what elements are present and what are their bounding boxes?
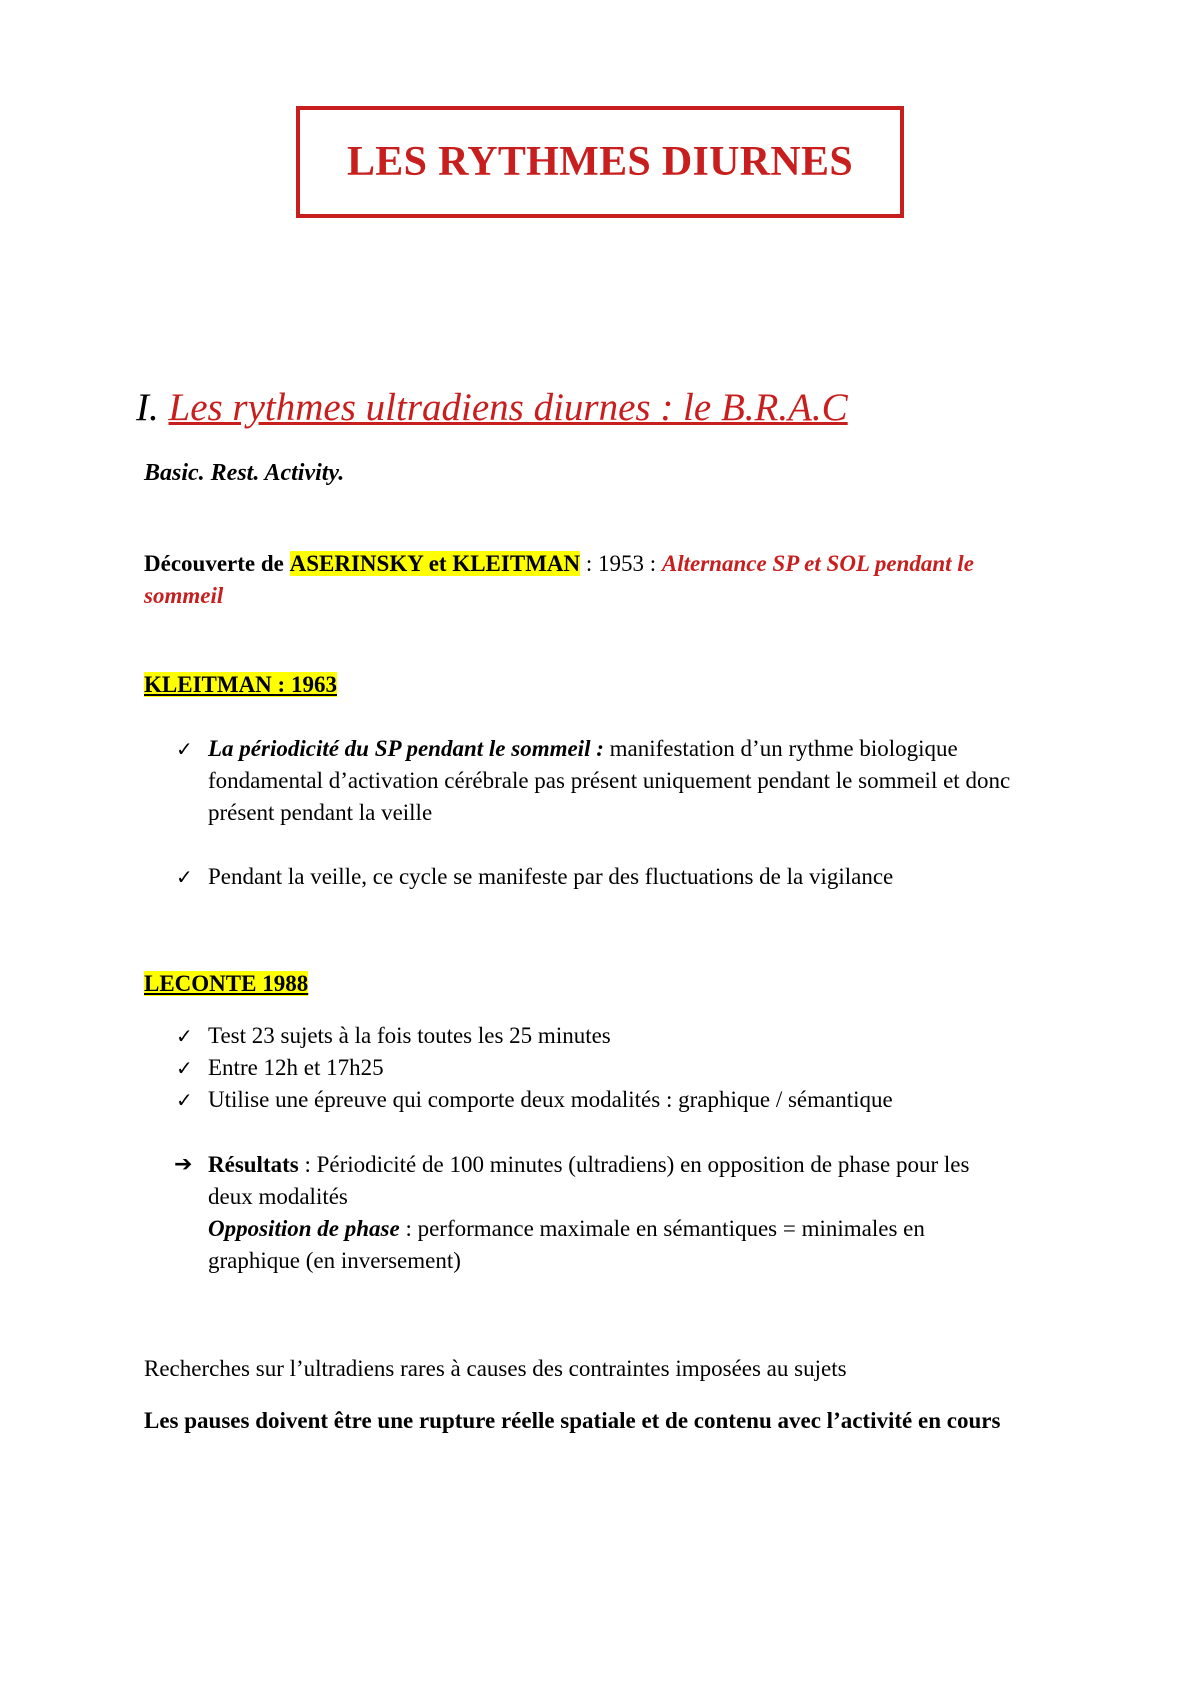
results-line-2: deux modalités	[208, 1184, 348, 1209]
section-title: Les rythmes ultradiens diurnes : le B.R.A.C	[168, 386, 848, 429]
section-heading	[136, 383, 848, 433]
discovery-line-1	[144, 548, 974, 580]
leconte-heading-row	[144, 968, 308, 1000]
section-number: I.	[136, 386, 159, 429]
title-box	[296, 106, 904, 218]
checkmark-icon: ✓	[176, 1056, 193, 1080]
leconte-bullet-1: Test 23 sujets à la fois toutes les 25 minutes	[208, 1023, 611, 1048]
leconte-bullet-3: Utilise une épreuve qui comporte deux modalités : graphique / sémantique	[208, 1087, 893, 1112]
checkmark-icon: ✓	[176, 865, 193, 889]
section-subheading: Basic. Rest. Activity.	[144, 460, 345, 486]
opposition-label: Opposition de phase	[208, 1216, 400, 1241]
checkmark-icon: ✓	[176, 1024, 193, 1048]
discovery-prefix: Découverte de	[144, 551, 284, 576]
kleitman-bullet-1-rest: manifestation d’un rythme biologique	[603, 736, 958, 761]
kleitman-bullet-1-line-1	[208, 733, 958, 765]
results-label: Résultats	[208, 1152, 299, 1177]
closing-line-1: Recherches sur l’ultradiens rares à causes des contraintes imposées au sujets	[144, 1356, 847, 1381]
closing-line-2: Les pauses doivent être une rupture réelle spatiale et de contenu avec l’activité en cours	[144, 1408, 1001, 1433]
right-arrow-icon: ➔	[174, 1152, 193, 1177]
opposition-line-2: graphique (en inversement)	[208, 1248, 461, 1273]
discovery-year: : 1953 :	[585, 551, 657, 576]
checkmark-icon: ✓	[176, 1088, 193, 1112]
discovery-finding: Alternance SP et SOL pendant le	[661, 551, 974, 576]
kleitman-bullet-2: Pendant la veille, ce cycle se manifeste par des fluctuations de la vigilance	[208, 864, 894, 889]
kleitman-bullet-1-line-2: fondamental d’activation cérébrale pas présent uniquement pendant le sommeil et donc	[208, 768, 1011, 793]
discovery-authors: ASERINSKY et KLEITMAN	[289, 551, 581, 576]
leconte-bullet-2: Entre 12h et 17h25	[208, 1055, 384, 1080]
kleitman-heading: KLEITMAN : 1963	[144, 672, 337, 697]
kleitman-heading-row	[144, 669, 337, 701]
results-rest: : Périodicité de 100 minutes (ultradiens) en opposition de phase pour les	[298, 1152, 970, 1177]
leconte-heading: LECONTE 1988	[144, 971, 309, 996]
document-title: LES RYTHMES DIURNES	[346, 139, 853, 185]
kleitman-bullet-1-lead: La périodicité du SP pendant le sommeil :	[208, 736, 604, 761]
opposition-line-1	[208, 1213, 925, 1245]
opposition-rest: : performance maximale en sémantiques = minimales en	[399, 1216, 925, 1241]
checkmark-icon: ✓	[176, 737, 193, 761]
kleitman-bullet-1-line-3: présent pendant la veille	[208, 800, 433, 825]
discovery-finding-line-2: sommeil	[144, 583, 224, 608]
results-line-1	[208, 1149, 969, 1181]
